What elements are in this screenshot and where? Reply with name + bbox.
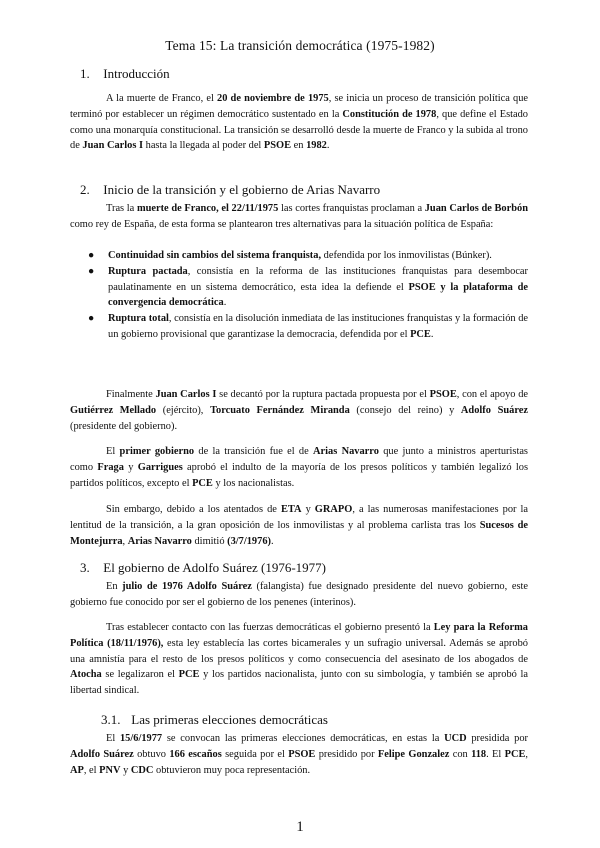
text: (presidente del gobierno). (70, 420, 178, 432)
party-emphasis: PCE (410, 328, 431, 340)
text: (ejército), (156, 404, 211, 416)
name-emphasis: Torcuato Fernández Miranda (210, 404, 350, 416)
event-emphasis: Sucesos de Montejurra (70, 519, 528, 547)
place-emphasis: Atocha (70, 669, 102, 681)
text: como rey de España, de esta forma se plantearon tres alternativas para la situación política de España: (70, 218, 494, 230)
text: Finalmente (106, 389, 156, 400)
s3-paragraph-1 (70, 579, 528, 611)
list-item (70, 311, 528, 343)
date-emphasis: muerte de Franco, el 22/11/1975 (136, 203, 279, 214)
party-emphasis: PCE (192, 477, 213, 489)
date-emphasis: julio de 1976 Adolfo Suárez (122, 581, 252, 592)
section-number: 3. (80, 560, 90, 575)
text: En (106, 581, 123, 592)
alternatives-list (70, 248, 528, 343)
list-item (70, 248, 528, 264)
text: (consejo del reino) y (349, 404, 461, 416)
section-1-heading (80, 66, 170, 82)
text: Sin embargo, debido a los atentados de (106, 504, 281, 515)
s2-paragraph-4 (70, 502, 528, 549)
party-emphasis: PNV (99, 764, 121, 776)
section-3-1-heading (101, 712, 328, 728)
text: El (106, 446, 120, 457)
group-emphasis: ETA (280, 504, 302, 515)
section-title: El gobierno de Adolfo Suárez (1976-1977) (103, 560, 327, 575)
name-emphasis: Gutiérrez Mellado (70, 404, 157, 416)
text: se convocan las primeras elecciones democráticas, en estas la (162, 733, 445, 744)
bullet-icon: ● (88, 250, 95, 261)
party-emphasis: AP (70, 764, 84, 776)
section-title: Inicio de la transición y el gobierno de Arias Navarro (103, 182, 381, 197)
text: se legalizaron el (101, 669, 179, 681)
text: A la muerte de Franco, el (106, 93, 217, 104)
text: Tras la (106, 203, 137, 214)
list-item (70, 264, 528, 311)
intro-paragraph (70, 91, 528, 154)
party-emphasis: CDC (130, 764, 154, 776)
text: , que define el Estado como una monarquía constitucional. La transición se desarrolló desde la muerte de Franco y la subida al trono de (70, 108, 528, 152)
name-emphasis: Juan Carlos I (155, 389, 217, 400)
text: , se inicia un proceso de transición política que terminó por establecer un régimen democrático sustentado en la (70, 93, 528, 120)
text: . (326, 140, 330, 152)
name-emphasis: Garrigues (137, 461, 183, 473)
text: , (525, 748, 529, 760)
s3-1-paragraph-1 (70, 731, 528, 778)
text: , consistía en la disolución inmediata de las instituciones franquistas y la formación de un gobierno provisional que garantizase la democracia, defendida por el (108, 313, 529, 340)
date-emphasis: (3/7/1976) (227, 535, 271, 547)
term-emphasis: primer gobierno (119, 446, 195, 457)
date-emphasis: 1982 (306, 140, 327, 152)
text: y (123, 461, 138, 473)
text: . (270, 535, 274, 547)
text: defendida por los inmovilistas (Búnker). (321, 250, 492, 261)
text: obtuvo (133, 748, 170, 760)
text: (falangista) fue designado presidente del nuevo gobierno, este gobierno fue conocido por ser el gobierno de los penenes (interinos). (70, 581, 529, 608)
name-emphasis: Adolfo Suárez (460, 404, 528, 416)
text: esta ley establecía las cortes bicamerales y un sufragio universal. Además se aprobó una amnistía para el resto de los presos políticos y como consecuencia del asesinato de los abogados de (70, 637, 528, 665)
party-emphasis: PCE (504, 748, 526, 760)
section-number: 3.1. (101, 712, 121, 727)
section-2-heading (80, 182, 380, 198)
text: El (106, 733, 120, 744)
text: dimitió (191, 535, 228, 547)
text: presidida por (466, 733, 528, 744)
text: que junto a ministros aperturistas como (70, 446, 528, 473)
text: de la transición fue el de (194, 446, 314, 457)
text: obtuvieron muy poca representación. (153, 764, 311, 776)
s3-paragraph-2 (70, 620, 528, 699)
term-emphasis: Continuidad sin cambios del sistema franquista, (108, 250, 322, 261)
text: y los nacionalistas. (212, 477, 295, 489)
text: , (122, 535, 128, 547)
date-emphasis: 15/6/1977 (119, 733, 163, 744)
party-emphasis: PSOE y la plataforma de convergencia democrática (108, 281, 528, 309)
name-emphasis: Juan Carlos I (82, 140, 144, 152)
s2-paragraph-2 (70, 387, 528, 434)
text: , consistía en la reforma de las instituciones franquistas para desembocar paulatinamente en un sistema democrático, esta idea la defiende el (108, 265, 529, 293)
document-title: Tema 15: La transición democrática (1975-1982) (165, 38, 435, 53)
name-emphasis: Arias Navarro (127, 535, 192, 547)
party-emphasis: PSOE (429, 389, 457, 400)
section-number: 2. (80, 182, 90, 197)
party-emphasis: UCD (444, 733, 467, 744)
date-emphasis: 20 de noviembre de 1975 (217, 93, 329, 104)
page-number: 1 (296, 819, 304, 835)
party-emphasis: PSOE (263, 140, 292, 152)
term-emphasis: Constitución de 1978 (342, 108, 437, 120)
text: , con el apoyo de (456, 389, 529, 400)
text: aprobó el indulto de la mayoría de los presos políticos y también legalizó los partidos políticos, excepto el (70, 461, 529, 489)
text: , el (83, 764, 100, 776)
name-emphasis: Felipe Gonzalez (377, 748, 450, 760)
s2-paragraph-1 (70, 201, 528, 233)
bullet-icon: ● (88, 313, 95, 324)
term-emphasis: Ruptura total (108, 313, 169, 324)
text: las cortes franquistas proclaman a (278, 203, 425, 214)
text: y (301, 504, 315, 515)
name-emphasis: Adolfo Suárez (70, 748, 134, 760)
party-emphasis: PSOE (288, 748, 316, 760)
section-3-heading (80, 560, 326, 576)
text: Tras establecer contacto con las fuerzas democráticas el gobierno presentó la (106, 622, 434, 633)
name-emphasis: Juan Carlos de Borbón (424, 203, 528, 214)
s2-paragraph-3 (70, 444, 528, 491)
section-title: Introducción (103, 66, 170, 81)
text: . El (486, 748, 505, 760)
text: hasta la llegada al poder del (143, 140, 264, 152)
text: seguida por el (221, 748, 289, 760)
party-emphasis: PCE (178, 669, 200, 681)
seats-emphasis: 118 (471, 748, 487, 760)
text: . (430, 328, 434, 340)
text: se decantó por la ruptura pactada propuesta por el (216, 389, 430, 400)
bullet-icon: ● (88, 265, 95, 277)
seats-emphasis: 166 escaños (169, 748, 222, 760)
law-emphasis: Ley para la Reforma Política (18/11/1976), (70, 622, 528, 649)
text: presidido por (315, 748, 378, 760)
text: y los partidos nacionalista, junto con su simbología, y también se aprobó la libertad sindical. (70, 669, 529, 696)
name-emphasis: Arias Navarro (313, 446, 379, 457)
group-emphasis: GRAPO (314, 504, 353, 515)
term-emphasis: Ruptura pactada (108, 265, 188, 277)
text: en (291, 140, 307, 152)
text: . (223, 297, 227, 309)
text: y (120, 764, 131, 776)
name-emphasis: Fraga (97, 461, 124, 473)
text: con (449, 748, 472, 760)
section-title: Las primeras elecciones democráticas (131, 712, 328, 727)
section-number: 1. (80, 66, 90, 81)
text: , a las numerosas manifestaciones por la lentitud de la transición, a la gran oposición de los inmovilistas y al problema carlista tras los (70, 504, 529, 531)
